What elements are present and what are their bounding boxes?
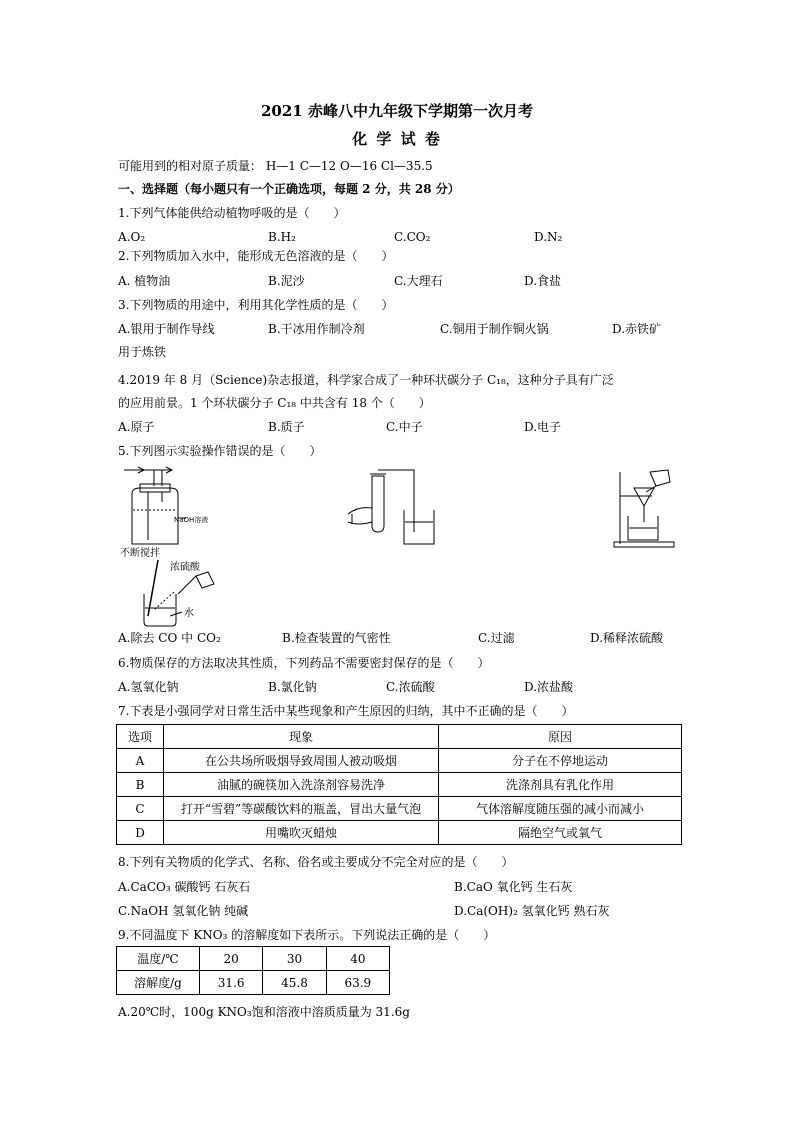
table-cell: 溶解度/g: [117, 971, 200, 995]
table-cell: 40: [326, 947, 389, 971]
q5-stem: 5.下列图示实验操作错误的是（ ）: [118, 444, 322, 458]
q2-option-a: A. 植物油: [118, 274, 171, 288]
table-row: [117, 773, 682, 797]
q3-option-d: D.赤铁矿: [612, 322, 662, 336]
fig-a-label: NaOH溶液: [174, 516, 209, 524]
q4-option-a: A.原子: [118, 420, 155, 434]
table-cell: 洗涤剂具有乳化作用: [439, 773, 682, 797]
header-option: 选项: [117, 725, 164, 749]
table-row: [117, 797, 682, 821]
q2-stem: 2.下列物质加入水中，能形成无色溶液的是（ ）: [118, 249, 394, 263]
q4-option-b: B.质子: [268, 420, 305, 434]
table-cell: 气体溶解度随压强的减小而减小: [439, 797, 682, 821]
q1-option-b: B.H₂: [268, 230, 296, 244]
exam-subtitle: 化 学 试 卷: [352, 130, 442, 148]
figure-filtration: [612, 466, 694, 548]
table-cell: 45.8: [263, 971, 326, 995]
q3-option-c: C.铜用于制作铜火锅: [440, 322, 549, 336]
table-cell: 温度/℃: [117, 947, 200, 971]
table-header-row: [117, 725, 682, 749]
q3-option-b: B.干冰用作制冷剂: [268, 322, 365, 336]
q2-option-c: C.大理石: [394, 274, 443, 288]
q5-option-c: C.过滤: [478, 631, 515, 645]
q4-stem-line2: 的应用前景。1 个环状碳分子 C₁₈ 中共含有 18 个（ ）: [118, 396, 431, 410]
table-row: [117, 821, 682, 845]
q6-option-b: B.氯化钠: [268, 680, 317, 694]
q1-stem: 1.下列气体能供给动植物呼吸的是（ ）: [118, 206, 346, 220]
table-cell: 打开“雪碧”等碳酸饮料的瓶盖，冒出大量气泡: [164, 797, 439, 821]
table-cell: 用嘴吹灭蜡烛: [164, 821, 439, 845]
q5-option-a: A.除去 CO 中 CO₂: [118, 631, 221, 645]
q9-option-a: A.20℃时，100g KNO₃饱和溶液中溶质质量为 31.6g: [118, 1005, 410, 1019]
q8-option-c: C.NaOH 氢氧化钠 纯碱: [118, 904, 249, 918]
q6-option-d: D.浓盐酸: [524, 680, 574, 694]
section-heading: 一、选择题（每小题只有一个正确选项，每题 2 分，共 28 分）: [118, 182, 460, 196]
q3-option-a: A.银用于制作导线: [118, 322, 215, 336]
figure-airtightness-check: [344, 466, 444, 548]
table-cell: 分子在不停地运动: [439, 749, 682, 773]
figure-dilute-acid: [118, 546, 230, 628]
table-cell: 油腻的碗筷加入洗涤剂容易洗净: [164, 773, 439, 797]
q6-option-c: C.浓硫酸: [386, 680, 435, 694]
q4-option-d: D.电子: [524, 420, 562, 434]
figure-gas-washing-bottle: [118, 466, 230, 548]
table-cell: B: [117, 773, 164, 797]
table-row: [117, 971, 390, 995]
q6-option-a: A.氢氧化钠: [118, 680, 179, 694]
table-cell: A: [117, 749, 164, 773]
q9-solubility-table: [116, 946, 390, 995]
q1-option-a: A.O₂: [118, 230, 146, 244]
table-cell: D: [117, 821, 164, 845]
table-cell: C: [117, 797, 164, 821]
fig-d-water-label: 水: [184, 608, 194, 619]
q1-option-c: C.CO₂: [394, 230, 431, 244]
table-cell: 30: [263, 947, 326, 971]
q3-option-d-continued: 用于炼铁: [118, 345, 167, 359]
table-cell: 在公共场所吸烟导致周围人被动吸烟: [164, 749, 439, 773]
table-cell: 20: [200, 947, 263, 971]
header-phenomenon: 现象: [164, 725, 439, 749]
q9-stem: 9.不同温度下 KNO₃ 的溶解度如下表所示。下列说法正确的是（ ）: [118, 928, 496, 942]
q7-table: [116, 724, 682, 845]
q8-option-d: D.Ca(OH)₂ 氢氧化钙 熟石灰: [454, 904, 610, 918]
q5-option-d: D.稀释浓硫酸: [590, 631, 664, 645]
table-row: [117, 947, 390, 971]
header-reason: 原因: [439, 725, 682, 749]
table-row: [117, 749, 682, 773]
q8-option-a: A.CaCO₃ 碳酸钙 石灰石: [118, 880, 251, 894]
q5-option-b: B.检查装置的气密性: [282, 631, 391, 645]
q4-stem-line1: 4.2019 年 8 月（Science)杂志报道，科学家合成了一种环状碳分子 C₁₈，这种分子具有广泛: [118, 373, 614, 387]
table-cell: 隔绝空气或氧气: [439, 821, 682, 845]
q2-option-d: D.食盐: [524, 274, 562, 288]
q3-stem: 3.下列物质的用途中，利用其化学性质的是（ ）: [118, 298, 394, 312]
q7-stem: 7.下表是小强同学对日常生活中某些现象和产生原因的归纳，其中不正确的是（ ）: [118, 704, 574, 718]
table-cell: 31.6: [200, 971, 263, 995]
fig-d-acid-label: 浓硫酸: [170, 562, 200, 573]
q8-stem: 8.下列有关物质的化学式、名称、俗名或主要成分不完全对应的是（ ）: [118, 855, 514, 869]
atomic-mass-line: 可能用到的相对原子质量： H—1 C—12 O—16 Cl—35.5: [118, 159, 433, 173]
q6-stem: 6.物质保存的方法取决其性质，下列药品不需要密封保存的是（ ）: [118, 656, 490, 670]
table-cell: 63.9: [326, 971, 389, 995]
fig-d-stir-label: 不断搅拌: [120, 548, 160, 559]
q2-option-b: B.泥沙: [268, 274, 305, 288]
exam-title: 2021 赤峰八中九年级下学期第一次月考: [261, 102, 533, 120]
q4-option-c: C.中子: [386, 420, 423, 434]
q8-option-b: B.CaO 氧化钙 生石灰: [454, 880, 573, 894]
q1-option-d: D.N₂: [534, 230, 563, 244]
